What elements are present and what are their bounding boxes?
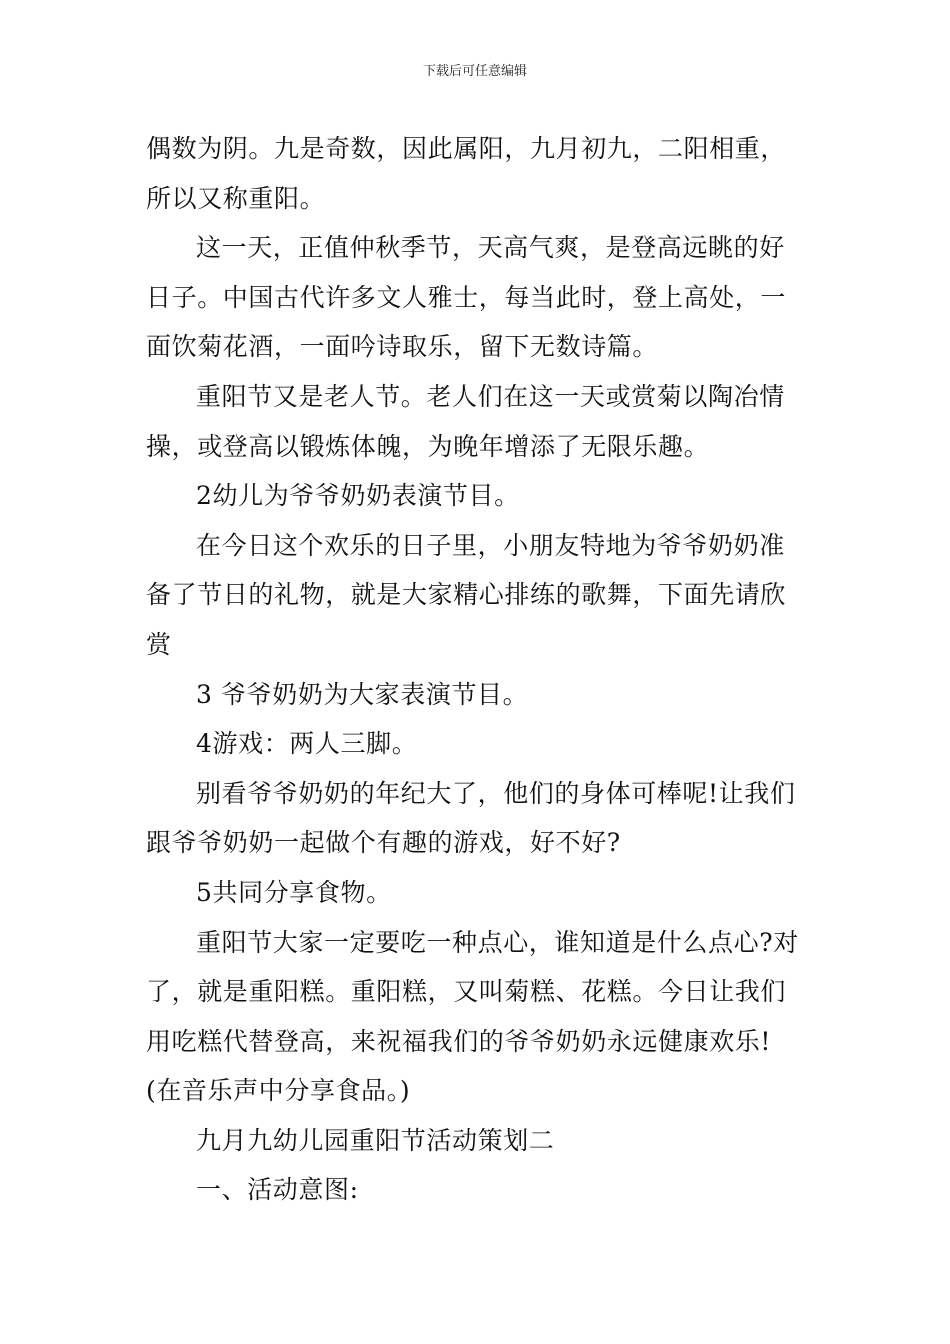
text-line: 备了节日的礼物，就是大家精心排练的歌舞，下面先请欣 <box>146 580 787 610</box>
text-line: 偶数为阴。九是奇数，因此属阳，九月初九，二阳相重， <box>146 134 787 163</box>
text-line: 日子。中国古代许多文人雅士，每当此时，登上高处，一 <box>146 282 787 312</box>
text-line: 面饮菊花酒，一面吟诗取乐，留下无数诗篇。 <box>146 332 659 362</box>
text-line: 在今日这个欢乐的日子里，小朋友特地为爷爷奶奶准 <box>196 530 785 560</box>
text-line: 一、活动意图: <box>196 1175 359 1205</box>
text-line: 这一天，正值仲秋季节，天高气爽，是登高远眺的好 <box>196 233 785 263</box>
text-line: 操，或登高以锻炼体魄，为晚年增添了无限乐趣。 <box>146 431 710 461</box>
text-line: 2幼儿为爷爷奶奶表演节目。 <box>196 481 520 511</box>
text-line: 别看爷爷奶奶的年纪大了，他们的身体可棒呢!让我们 <box>196 778 796 808</box>
text-line: 用吃糕代替登高，来祝福我们的爷爷奶奶永远健康欢乐! <box>146 1026 772 1056</box>
document-body <box>146 124 818 1215</box>
text-line: 九月九幼儿园重阳节活动策划二 <box>196 1125 555 1155</box>
text-line: 所以又称重阳。 <box>146 183 326 213</box>
text-line: 跟爷爷奶奶一起做个有趣的游戏，好不好? <box>146 828 621 858</box>
text-line: (在音乐声中分享食品。) <box>146 1076 411 1106</box>
text-line: 了，就是重阳糕。重阳糕，又叫菊糕、花糕。今日让我们 <box>146 977 787 1007</box>
text-line: 重阳节大家一定要吃一种点心，谁知道是什么点心?对 <box>196 927 799 957</box>
text-line: 5共同分享食物。 <box>196 877 392 907</box>
text-line: 赏 <box>146 629 172 659</box>
text-line: 3 爷爷奶奶为大家表演节目。 <box>196 679 529 709</box>
text-line: 重阳节又是老人节。老人们在这一天或赏菊以陶冶情 <box>196 381 785 411</box>
text-line: 4游戏：两人三脚。 <box>196 729 418 759</box>
page-header: 下载后可任意编辑 <box>422 64 527 79</box>
